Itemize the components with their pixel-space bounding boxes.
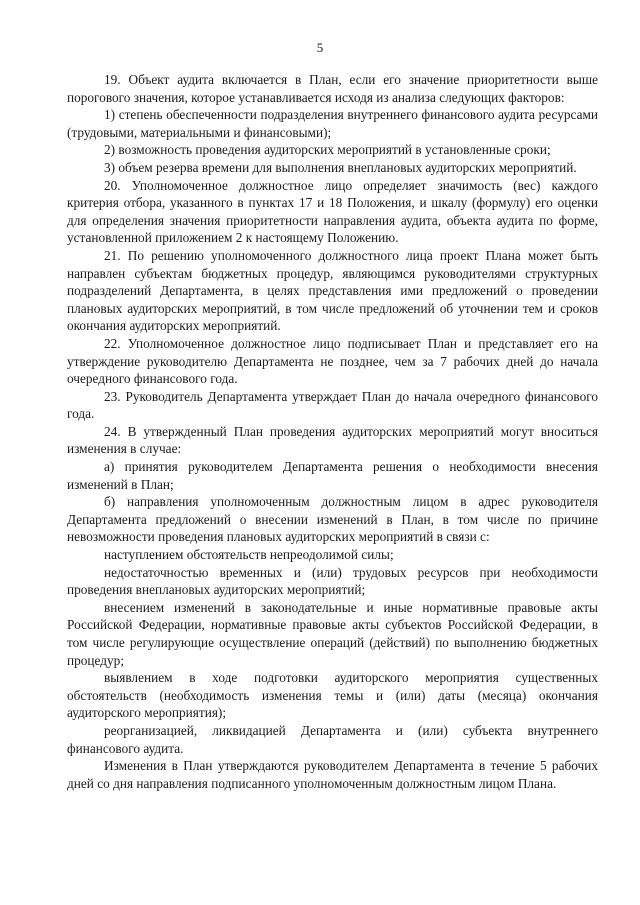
paragraph-20: 20. Уполномоченное должностное лицо определяет значимость (вес) каждого критерия отбора, указанного в пунктах 17 и 18 Положения, и шкалу (формулу) его оценки для определения значения приоритетности направления аудита, объекта аудита по форме, установленной приложением 2 к настоящему Положению. — [67, 177, 598, 246]
reason-insufficient-resources: недостаточностью временных и (или) трудовых ресурсов при необходимости проведения внеплановых аудиторских мероприятий; — [67, 564, 598, 598]
document-body — [67, 71, 598, 792]
reason-legislation-changes: внесением изменений в законодательные и иные нормативные правовые акты Российской Федерации, нормативные правовые акты субъектов Российской Федерации, в том числе регулирующие осуществление операций (действий) по выполнению бюджетных процедур; — [67, 599, 598, 668]
paragraph-19-item-2: 2) возможность проведения аудиторских мероприятий в установленные сроки; — [104, 142, 551, 158]
paragraph-19-item-3: 3) объем резерва времени для выполнения внеплановых аудиторских мероприятий. — [104, 159, 577, 175]
paragraph-changes-approval: Изменения в План утверждаются руководителем Департамента в течение 5 рабочих дней со дня направления подписанного уполномоченным должностным лицом Плана. — [67, 758, 598, 791]
page-number: 5 — [316, 40, 324, 55]
reason-significant-circumstances: выявлением в ходе подготовки аудиторского мероприятия существенных обстоятельств (необходимость изменения темы и (или) даты (месяца) окончания аудиторского мероприятия); — [67, 670, 598, 721]
reason-force-majeure: наступлением обстоятельств непреодолимой силы; — [104, 547, 394, 563]
reason-reorganization: реорганизацией, ликвидацией Департамента и (или) субъекта внутреннего финансового аудита. — [67, 722, 598, 756]
paragraph-21: 21. По решению уполномоченного должностного лица проект Плана может быть направлен субъектам бюджетных процедур, являющимся руководителями структурных подразделений Департамента, в целях представления ими предложений о проведении плановых аудиторских мероприятий, в том числе предложений об уточнении тем и сроков окончания аудиторских мероприятий. — [67, 247, 598, 334]
paragraph-24-item-b: б) направления уполномоченным должностным лицом в адрес руководителя Департамента предложений о внесении изменений в План, в том числе по причине невозможности проведения плановых аудиторских мероприятий в связи с: — [67, 494, 598, 545]
paragraph-22: 22. Уполномоченное должностное лицо подписывает План и представляет его на утверждение руководителю Департамента не позднее, чем за 7 рабочих дней до начала очередного финансового года. — [67, 335, 598, 387]
paragraph-24: 24. В утвержденный План проведения аудиторских мероприятий могут вноситься изменения в случае: — [67, 423, 598, 457]
paragraph-23: 23. Руководитель Департамента утверждает План до начала очередного финансового года. — [67, 388, 598, 422]
paragraph-19: 19. Объект аудита включается в План, если его значение приоритетности выше порогового значения, которое устанавливается исходя из анализа следующих факторов: — [67, 72, 598, 105]
paragraph-19-item-1: 1) степень обеспеченности подразделения внутреннего финансового аудита ресурсами (трудовыми, материальными и финансовыми); — [67, 107, 598, 140]
paragraph-24-item-a: а) принятия руководителем Департамента решения о необходимости внесения изменений в План; — [67, 459, 598, 492]
